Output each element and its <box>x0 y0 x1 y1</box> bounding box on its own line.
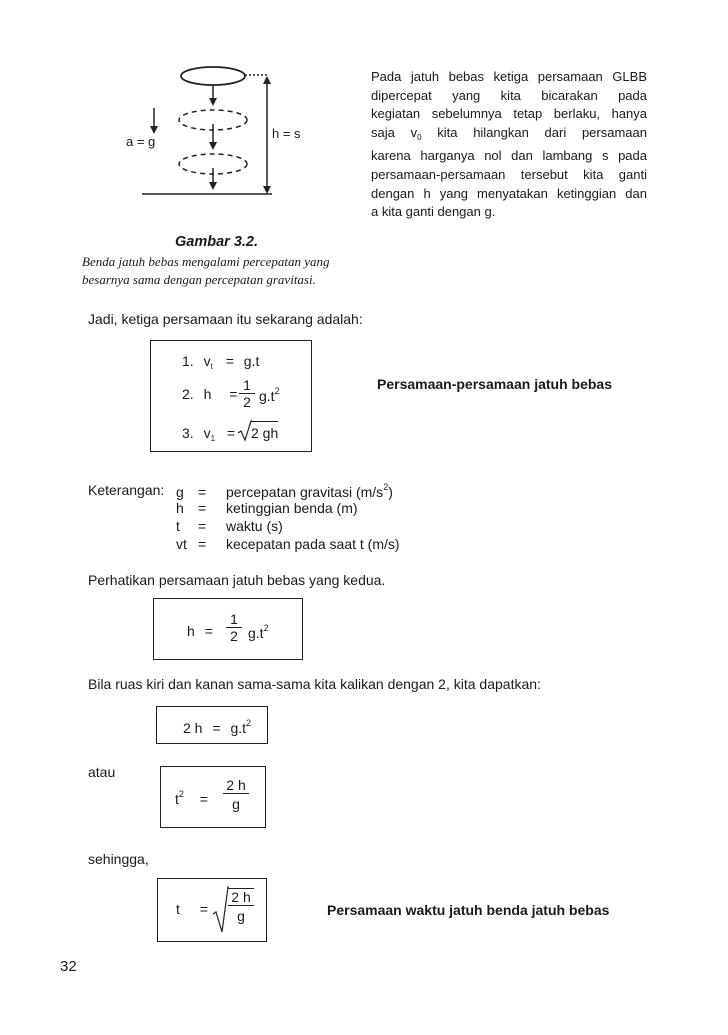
box-h-fraction: $\frac{1}{2}$ <box>226 611 242 644</box>
figure-caption-title: Gambar 3.2. <box>175 234 259 250</box>
side-line: kegiatan sebelumnya tetap berlaku, hanya <box>371 106 647 122</box>
eq-rhs: g.t <box>243 353 260 369</box>
side-line: dengan h yang menyatakan ketinggian dan <box>371 185 647 201</box>
box-2h-equation: 2 $h = g.t^2$ <box>156 706 268 744</box>
para-second-equation: Perhatikan persamaan jatuh bebas yang kedua. <box>88 572 386 588</box>
keterangan-title: Keterangan: <box>88 482 165 498</box>
eq3-radicand: 2 gh <box>251 425 279 441</box>
intro-text: Jadi, ketiga persamaan itu sekarang adalah: <box>88 311 363 327</box>
side-paragraph <box>371 68 647 222</box>
eq2-fraction: $\frac{1}{2}$ <box>239 377 255 410</box>
eq-number: 1. <box>182 353 194 369</box>
label-height: h = s <box>272 126 301 141</box>
side-line: saja $v_0$ kita hilangkan dari persamaan <box>371 124 647 142</box>
side-line: karena harganya nol dan lambang s pada <box>371 148 647 164</box>
figure-caption-line: Benda jatuh bebas mengalami percepatan yang <box>82 254 330 269</box>
para-multiply: Bila ruas kiri dan kanan sama-sama kita kalikan dengan 2, kita dapatkan: <box>88 676 541 692</box>
label-acceleration: a = g <box>126 134 156 149</box>
page-number: 32 <box>60 958 77 975</box>
eq-lhs: v <box>203 353 211 369</box>
ball-top <box>181 67 245 85</box>
equations-box: 1. $v_t = g.t$ 2. h = $\frac{1}{2}$ $g.t^2$ 3. $v_1$ = 2 gh <box>150 340 312 452</box>
side-line: Pada jatuh bebas ketiga persamaan GLBB <box>371 69 647 84</box>
keterangan-row: vt = kecepatan pada saat t (m/s) <box>176 536 400 552</box>
time-equation-label: Persamaan waktu jatuh benda jatuh bebas <box>327 902 610 918</box>
side-line: dipercepat yang kita bicarakan pada <box>371 87 647 103</box>
equations-label: Persamaan-persamaan jatuh bebas <box>377 376 612 392</box>
box-h-equation: h = $\frac{1}{2}$ $g.t^2$ <box>153 598 303 660</box>
box-t2-fraction: $\frac{2 h}{g}$ <box>223 777 249 812</box>
box-t2-equation: $t^2$ = $\frac{2 h}{g}$ <box>160 766 266 828</box>
sqrt-sign <box>238 420 252 442</box>
sqrt-sign <box>213 886 229 934</box>
side-line: a kita ganti dengan g. <box>371 204 496 220</box>
keterangan-row: t = waktu (s) <box>176 518 283 534</box>
word-sehingga: sehingga, <box>88 851 149 867</box>
box-t-equation: t = $\frac{2 h}{g}$ <box>157 878 267 942</box>
figure-caption-line: besarnya sama dengan percepatan gravitasi. <box>82 272 316 287</box>
word-atau: atau <box>88 764 116 780</box>
keterangan-row: h = ketinggian benda (m) <box>176 500 358 516</box>
side-line: persamaan-persamaan tersebut kita ganti <box>371 166 647 182</box>
box-t-fraction: $\frac{2 h}{g}$ <box>228 888 254 924</box>
keterangan-row: g = percepatan gravitasi $(m/s^2)$ <box>176 482 393 500</box>
